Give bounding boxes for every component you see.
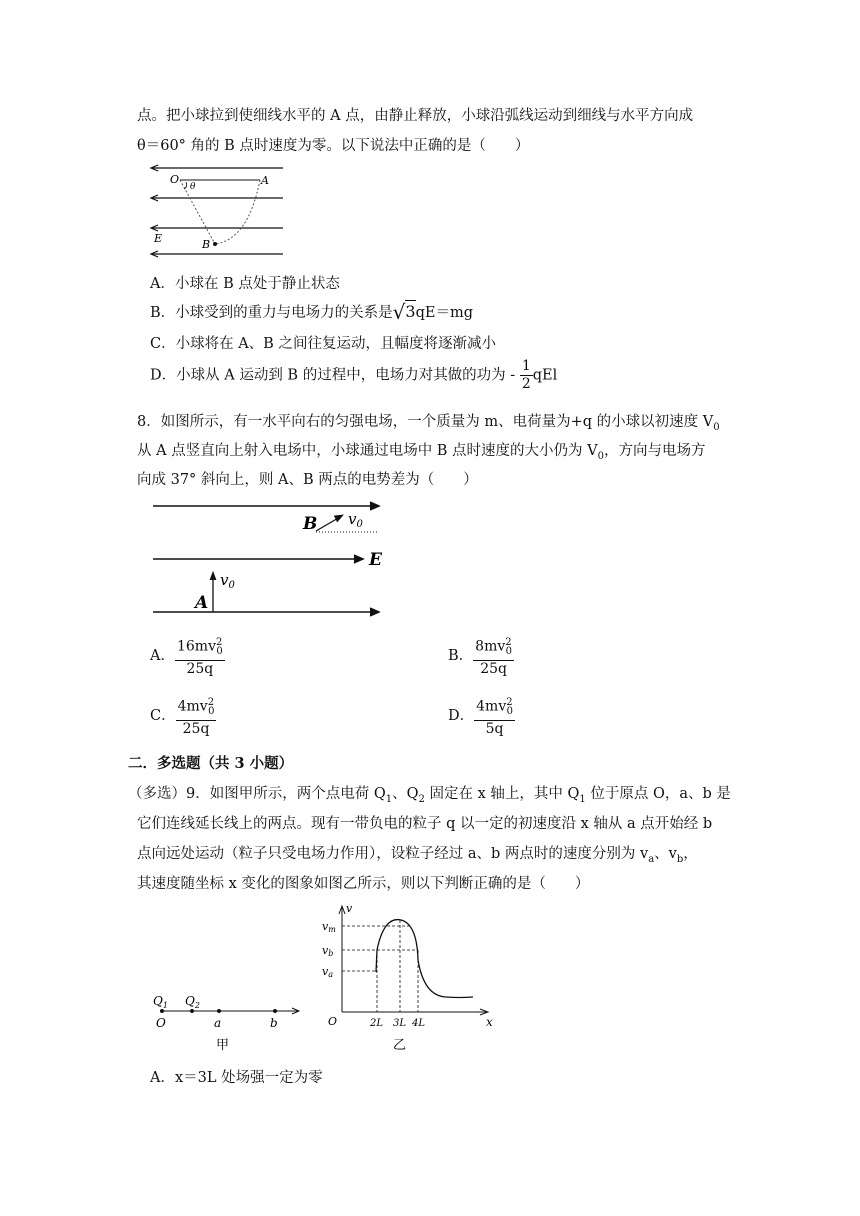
label-e: E <box>154 232 163 245</box>
q8-line-2: 从 A 点竖直向上射入电场中，小球通过电场中 B 点时速度的大小仍为 $V_0$，方向与电场方 <box>137 443 706 462</box>
q7-option-b-post: qE＝mg <box>415 305 473 321</box>
q8-option-b[interactable]: B． $\frac{8mv^2_0}{25q}$ <box>448 634 514 678</box>
q7-option-a[interactable]: A．小球在 B 点处于静止状态 <box>150 276 340 292</box>
q7-option-c[interactable]: C．小球将在 A、B 之间往复运动，且幅度将逐渐减小 <box>150 336 496 352</box>
tick-4l: 4L <box>412 1018 426 1029</box>
q8-option-c[interactable]: C． $\frac{4mv^2_0}{25q}$ <box>150 694 216 738</box>
label-e: E <box>369 550 382 570</box>
label-b: B <box>202 238 211 251</box>
q9-line-4: 其速度随坐标 x 变化的图象如图乙所示，则以下判断正确的是（ ） <box>137 876 590 892</box>
q7-option-d-post: qEl <box>532 367 558 384</box>
label-o: O <box>328 1015 338 1028</box>
caption-yi: 乙 <box>393 1038 407 1053</box>
tick-3l: 3L <box>393 1018 407 1029</box>
label-q2: $Q_2$ <box>185 994 200 1010</box>
q7-line-1: 点。把小球拉到使细线水平的 A 点，由静止释放，小球沿弧线运动到细线与水平方向成 <box>137 108 694 124</box>
label-va: va <box>322 965 333 979</box>
label-a: A <box>195 593 209 613</box>
sqrt-arg: 3 <box>405 302 416 321</box>
q9-line-2: 它们连线延长线上的两点。现有一带负电的粒子 q 以一定的初速度沿 x 轴从 a 点开始经 b <box>137 816 713 832</box>
arc-path <box>215 180 260 244</box>
label-vb: vb <box>322 944 334 958</box>
label-b: B <box>303 514 318 534</box>
q7-option-d[interactable] <box>150 358 557 393</box>
label-b: b <box>270 1016 278 1030</box>
charge-q2 <box>190 1009 194 1013</box>
q7-option-b[interactable] <box>150 300 473 324</box>
label-q1: $Q_1$ <box>153 994 168 1010</box>
q9-figure-yi <box>318 900 503 1055</box>
caption-jia: 甲 <box>216 1038 230 1053</box>
q7-option-b-pre: B．小球受到的重力与电场力的关系是 <box>150 305 393 321</box>
q7-option-d-pre: D．小球从 A 运动到 B 的过程中，电场力对其做的功为 - <box>150 367 520 384</box>
velocity-curve <box>376 920 473 998</box>
sqrt-sign: √ <box>392 300 406 324</box>
q8-line-1: 8．如图所示，有一水平向右的匀强电场，一个质量为 m、电荷量为+q 的小球以初速度 $V_0$ <box>137 414 720 433</box>
dashed-string <box>180 180 215 244</box>
q8-figure <box>150 498 390 620</box>
q9-figure-jia <box>148 985 308 1055</box>
q9-line-1: （多选）9．如图甲所示，两个点电荷 $Q_1$、$Q_2$ 固定在 x 轴上，其中 $Q_1$ 位于原点 O，a、b 是 <box>128 786 731 805</box>
label-theta: θ <box>190 182 196 192</box>
point-b <box>273 1009 277 1013</box>
label-o: O <box>170 173 180 186</box>
label-vm: vm <box>322 920 336 934</box>
label-x: x <box>486 1015 493 1029</box>
label-o: O <box>156 1016 166 1030</box>
q8-line-3: 向成 37° 斜向上，则 A、B 两点的电势差为（ ） <box>137 472 478 488</box>
q8-option-a[interactable]: A． $\frac{16mv^2_0}{25q}$ <box>150 634 225 678</box>
q9-line-3: 点向远处运动（粒子只受电场力作用），设粒子经过 a、b 两点时的速度分别为 $v_a$、$v_b$， <box>137 846 698 865</box>
q7-option-d-frac: $\frac{1}{2}$ <box>521 358 531 392</box>
q7-line-2: θ＝60° 角的 B 点时速度为零。以下说法中正确的是（ ） <box>137 138 530 154</box>
section-title: 二．多选题（共 3 小题） <box>128 755 294 772</box>
label-v: v <box>346 902 353 915</box>
label-a: a <box>214 1016 222 1030</box>
q7-figure <box>148 162 288 262</box>
point-a <box>217 1009 221 1013</box>
q9-option-a[interactable]: A．x＝3L 处场强一定为零 <box>150 1070 323 1086</box>
q8-option-d[interactable]: D． $\frac{4mv^2_0}{5q}$ <box>448 694 515 738</box>
ball-b <box>213 242 217 246</box>
label-v0-top: $v_0$ <box>348 510 363 530</box>
label-a: A <box>261 174 269 187</box>
tick-2l: 2L <box>370 1018 384 1029</box>
label-v0-bot: $v_0$ <box>220 571 235 591</box>
